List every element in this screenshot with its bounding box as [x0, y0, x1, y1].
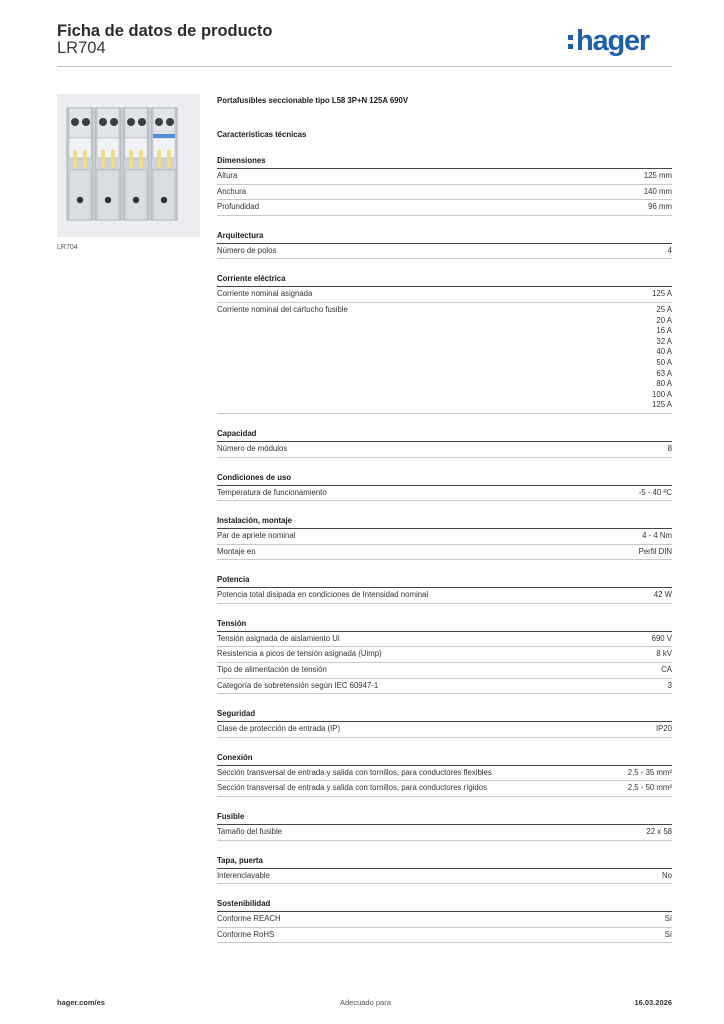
spec-row: [217, 781, 672, 797]
spec-value: 125 A: [652, 400, 672, 410]
spec-value: IP20: [655, 724, 672, 734]
spec-section: [217, 899, 672, 943]
spec-row: [217, 486, 672, 502]
spec-row: [217, 287, 672, 303]
spec-label: Tensión asignada de aislamiento Ui: [217, 633, 340, 643]
spec-section: [217, 274, 672, 414]
fuse-holder-illustration: [57, 94, 200, 237]
spec-value: 63 A: [656, 368, 672, 378]
spec-label: Interenclavable: [217, 870, 270, 880]
spec-row: [217, 647, 672, 663]
spec-row: [217, 766, 672, 782]
spec-row: [217, 928, 672, 944]
spec-value: No: [662, 870, 672, 880]
spec-row: [217, 825, 672, 841]
section-title: Corriente eléctrica: [217, 274, 672, 287]
section-title: Capacidad: [217, 429, 672, 442]
section-title: Tapa, puerta: [217, 856, 672, 869]
spec-label: Anchura: [217, 186, 247, 196]
spec-label: Corriente nominal del cartucho fusible: [217, 304, 348, 314]
spec-section: [217, 473, 672, 502]
characteristics-heading: Características técnicas: [217, 130, 307, 139]
spec-section: [217, 156, 672, 216]
spec-section: [217, 709, 672, 738]
spec-label: Conforme REACH: [217, 914, 281, 924]
spec-row: [217, 529, 672, 545]
spec-value: -5 - 40 ºC: [638, 487, 672, 497]
section-title: Instalación, montaje: [217, 516, 672, 529]
section-title: Conexión: [217, 753, 672, 766]
spec-value: 100 A: [652, 389, 672, 399]
spec-label: Clase de protección de entrada (IP): [217, 724, 341, 734]
spec-label: Tamaño del fusible: [217, 827, 283, 837]
spec-value: 50 A: [656, 357, 672, 367]
spec-value: 32 A: [656, 336, 672, 346]
spec-label: Conforme RoHS: [217, 929, 275, 939]
spec-value: 40 A: [656, 347, 672, 357]
spec-value: 2,5 - 50 mm²: [627, 783, 672, 793]
spec-section: [217, 856, 672, 885]
spec-value: 3: [667, 680, 672, 690]
spec-value: Perfil DIN: [638, 546, 672, 556]
spec-value: 20 A: [656, 315, 672, 325]
spec-section: [217, 619, 672, 694]
spec-row: [217, 679, 672, 695]
spec-label: Sección transversal de entrada y salida con tornillos, para conductores flexibles: [217, 767, 492, 777]
spec-label: Corriente nominal asignada: [217, 289, 313, 299]
spec-section: [217, 516, 672, 560]
spec-section: [217, 429, 672, 458]
logo-text: hager: [576, 25, 649, 57]
spec-section: [217, 575, 672, 604]
section-title: Seguridad: [217, 709, 672, 722]
spec-label: Resistencia a picos de tensión asignada (Uimp): [217, 649, 382, 659]
spec-row: [217, 244, 672, 260]
logo-dots-icon: [568, 35, 573, 49]
spec-label: Profundidad: [217, 202, 260, 212]
spec-row: [217, 632, 672, 648]
spec-value: 80 A: [656, 379, 672, 389]
spec-label: Número de módulos: [217, 443, 288, 453]
spec-value: Sí: [664, 929, 672, 939]
spec-value: 22 x 58: [646, 827, 672, 837]
spec-section: [217, 231, 672, 260]
section-title: Fusible: [217, 812, 672, 825]
product-name: Portafusibles seccionable tipo L58 3P+N 125A 690V: [217, 96, 409, 105]
spec-value: 2,5 - 35 mm²: [627, 767, 672, 777]
image-caption: LR704: [57, 244, 78, 251]
hager-logo: [568, 26, 649, 56]
section-title: Condiciones de uso: [217, 473, 672, 486]
spec-row: [217, 722, 672, 738]
spec-label: Sección transversal de entrada y salida con tornillos, para conductores rígidos: [217, 783, 488, 793]
spec-value: 4: [667, 245, 672, 255]
spec-section: [217, 812, 672, 841]
spec-row: [217, 200, 672, 216]
product-reference: LR704: [57, 39, 106, 57]
spec-value: 96 mm: [648, 202, 672, 212]
section-title: Tensión: [217, 619, 672, 632]
spec-value: 4 - 4 Nm: [642, 531, 672, 541]
spec-value: 125 A: [652, 289, 672, 299]
spec-label: Número de polos: [217, 245, 277, 255]
spec-label: Altura: [217, 171, 238, 180]
spec-value: 8: [667, 443, 672, 453]
spec-label: Temperatura de funcionamiento: [217, 487, 327, 497]
spec-label: Par de apriete nominal: [217, 531, 296, 541]
spec-value: Sí: [664, 914, 672, 924]
section-title: Dimensiones: [217, 156, 672, 169]
spec-row: [217, 442, 672, 458]
spec-section: [217, 753, 672, 797]
product-specifications: [217, 88, 672, 943]
footer-suitable-for: Adecuado para: [340, 998, 391, 1007]
footer-date: 16.03.2026: [634, 998, 672, 1007]
page-title: Ficha de datos de producto: [57, 22, 273, 40]
spec-row: [217, 169, 672, 185]
spec-value: 42 W: [653, 590, 672, 600]
section-title: Sostenibilidad: [217, 899, 672, 912]
section-title: Arquitectura: [217, 231, 672, 244]
spec-row: [217, 545, 672, 561]
spec-value: CA: [661, 665, 672, 675]
spec-value: 16 A: [656, 326, 672, 336]
spec-row: [217, 588, 672, 604]
spec-value: 8 kV: [656, 649, 672, 659]
spec-value: 690 V: [651, 633, 672, 643]
spec-label: Potencia total disipada en condiciones de Intensidad nominal: [217, 590, 429, 600]
spec-row: [217, 869, 672, 885]
spec-row: [217, 912, 672, 928]
product-image: [57, 94, 200, 237]
section-title: Potencia: [217, 575, 672, 588]
spec-row: [217, 663, 672, 679]
spec-label: Categoría de sobretensión según IEC 60947-1: [217, 680, 379, 690]
spec-row: [217, 303, 672, 414]
spec-label: Montaje en: [217, 546, 256, 556]
spec-value: 25 A: [656, 304, 672, 314]
spec-value: 140 mm: [643, 186, 672, 196]
spec-row: [217, 185, 672, 201]
footer-website[interactable]: hager.com/es: [57, 998, 105, 1007]
spec-value: 125 mm: [643, 171, 672, 180]
spec-values: [652, 305, 672, 411]
spec-label: Tipo de alimentación de tensión: [217, 665, 327, 675]
spec-sections: [217, 156, 672, 943]
header-divider: [57, 66, 672, 67]
